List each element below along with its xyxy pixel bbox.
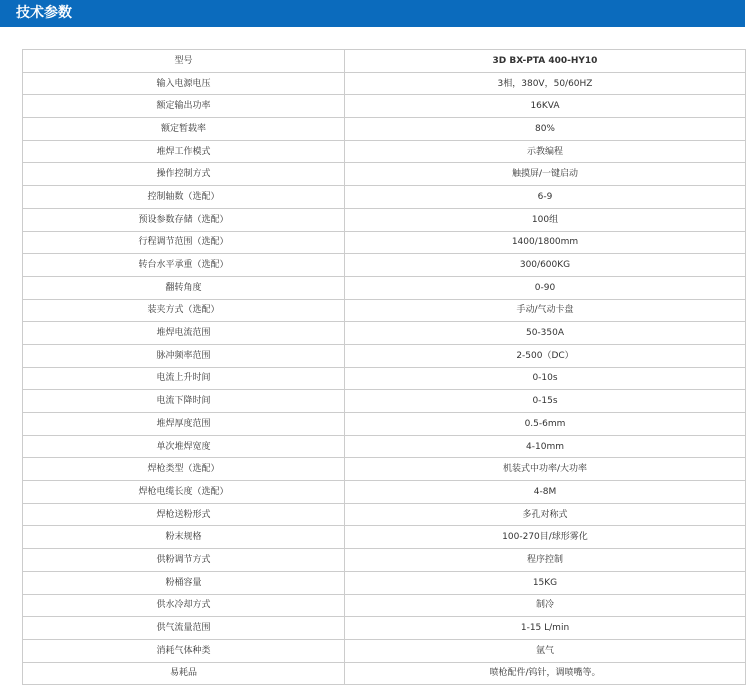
spec-value: 6-9 [345, 186, 746, 209]
spec-value: 0-15s [345, 390, 746, 413]
spec-value: 1-15 L/min [345, 617, 746, 640]
spec-label: 易耗品 [23, 662, 345, 685]
table-row [23, 594, 746, 617]
spec-value: 4-8M [345, 481, 746, 504]
spec-label: 控制轴数（选配） [23, 186, 345, 209]
spec-label: 供水冷却方式 [23, 594, 345, 617]
table-row [23, 435, 746, 458]
spec-label: 行程调节范围（选配） [23, 231, 345, 254]
table-row [23, 458, 746, 481]
table-row [23, 186, 746, 209]
spec-label: 焊枪电缆长度（选配） [23, 481, 345, 504]
spec-value: 80% [345, 118, 746, 141]
spec-label: 额定输出功率 [23, 95, 345, 118]
table-row [23, 662, 746, 685]
table-row [23, 503, 746, 526]
spec-value: 制冷 [345, 594, 746, 617]
table-row [23, 118, 746, 141]
spec-label: 单次堆焊宽度 [23, 435, 345, 458]
table-row [23, 413, 746, 436]
spec-label: 粉桶容量 [23, 571, 345, 594]
spec-value: 喷枪配件/钨针，调喷嘴等。 [345, 662, 746, 685]
spec-value: 50-350A [345, 322, 746, 345]
spec-label: 供气流量范围 [23, 617, 345, 640]
table-row [23, 571, 746, 594]
table-row [23, 208, 746, 231]
spec-label: 堆焊工作模式 [23, 140, 345, 163]
table-row [23, 617, 746, 640]
table-row [23, 231, 746, 254]
table-row [23, 526, 746, 549]
spec-value: 多孔对称式 [345, 503, 746, 526]
table-row [23, 344, 746, 367]
spec-value: 0-90 [345, 276, 746, 299]
spec-value: 程序控制 [345, 549, 746, 572]
spec-table-body [23, 50, 746, 685]
spec-value: 氩气 [345, 639, 746, 662]
spec-value: 16KVA [345, 95, 746, 118]
spec-label: 装夹方式（选配） [23, 299, 345, 322]
table-row [23, 390, 746, 413]
spec-value: 示教编程 [345, 140, 746, 163]
table-row [23, 322, 746, 345]
table-row [23, 50, 746, 73]
spec-value: 100组 [345, 208, 746, 231]
spec-label: 焊枪送粉形式 [23, 503, 345, 526]
spec-label: 翻转角度 [23, 276, 345, 299]
spec-label: 电流上升时间 [23, 367, 345, 390]
table-row [23, 254, 746, 277]
spec-label: 输入电源电压 [23, 72, 345, 95]
spec-value: 1400/1800mm [345, 231, 746, 254]
spec-value: 0-10s [345, 367, 746, 390]
table-row [23, 140, 746, 163]
spec-label: 预设参数存储（选配） [23, 208, 345, 231]
spec-value: 100-270目/球形雾化 [345, 526, 746, 549]
table-row [23, 549, 746, 572]
spec-value: 2-500（DC） [345, 344, 746, 367]
spec-value: 触摸屏/一键启动 [345, 163, 746, 186]
spec-value: 3D BX-PTA 400-HY10 [345, 50, 746, 73]
spec-label: 操作控制方式 [23, 163, 345, 186]
table-row [23, 163, 746, 186]
table-row [23, 72, 746, 95]
spec-value: 300/600KG [345, 254, 746, 277]
table-row [23, 299, 746, 322]
spec-label: 供粉调节方式 [23, 549, 345, 572]
table-row [23, 95, 746, 118]
spec-label: 堆焊厚度范围 [23, 413, 345, 436]
table-row [23, 367, 746, 390]
spec-label: 电流下降时间 [23, 390, 345, 413]
table-row [23, 276, 746, 299]
spec-table [22, 49, 746, 685]
spec-value: 机装式中功率/大功率 [345, 458, 746, 481]
spec-value: 手动/气动卡盘 [345, 299, 746, 322]
spec-value: 15KG [345, 571, 746, 594]
spec-label: 额定暂载率 [23, 118, 345, 141]
spec-label: 消耗气体种类 [23, 639, 345, 662]
table-row [23, 481, 746, 504]
spec-label: 型号 [23, 50, 345, 73]
spec-label: 焊枪类型（选配） [23, 458, 345, 481]
section-header [0, 0, 745, 27]
section-title: 技术参数 [16, 5, 72, 21]
spec-label: 脉冲频率范围 [23, 344, 345, 367]
spec-value: 3相，380V，50/60HZ [345, 72, 746, 95]
table-row [23, 639, 746, 662]
spec-label: 堆焊电流范围 [23, 322, 345, 345]
spec-value: 4-10mm [345, 435, 746, 458]
spec-value: 0.5-6mm [345, 413, 746, 436]
spec-label: 粉末规格 [23, 526, 345, 549]
spec-label: 转台水平承重（选配） [23, 254, 345, 277]
